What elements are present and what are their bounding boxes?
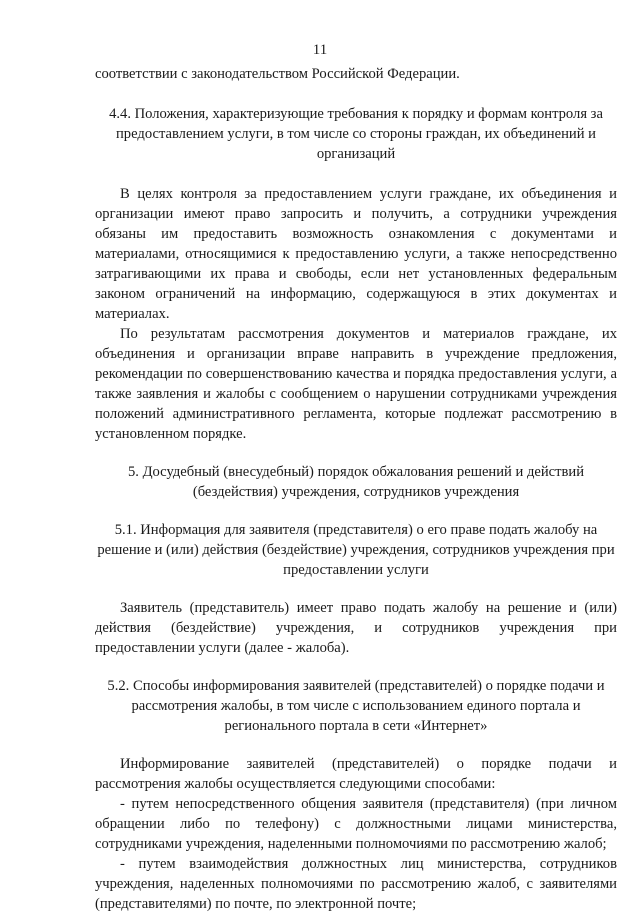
section-heading-4-4: 4.4. Положения, характеризующие требования к порядку и формам контроля за предоставлением услуги, в том числе со стороны граждан, их объединений и организаций	[109, 106, 603, 162]
page-number: 11	[312, 42, 328, 58]
list-item-direct-communication: - путем непосредственного общения заявителя (представителя) (при личном обращении либо по телефону) с должностными лицами министерства, сотрудниками учреждения, наделенными полномочиями по рассмотрению жалоб;	[95, 796, 617, 852]
paragraph-control-rights: В целях контроля за предоставлением услуги граждане, их объединения и организации имеют право запросить и получить, а сотрудники учреждения обязаны им предоставить возможность ознакомления с документами и материалами, относящимися к предоставлению услуги, а также непосредственно затрагивающими их права и свободы, если нет установленных федеральным законом ограничений на информацию, содержащуюся в этих документах и материалах.	[95, 186, 617, 322]
list-item-mail-interaction: - путем взаимодействия должностных лиц министерства, сотрудников учреждения, наделенных полномочиями по рассмотрению жалоб, с заявителями (представителями) по почте, по электронной почте;	[95, 856, 617, 912]
paragraph-review-results: По результатам рассмотрения документов и материалов граждане, их объединения и организации вправе направить в учреждение предложения, рекомендации по совершенствованию качества и порядка предоставления услуги, а также заявления и жалобы с сообщением о нарушении сотрудниками учреждения положений административного регламента, которые подлежат рассмотрению в установленном порядке.	[95, 326, 617, 442]
paragraph-informing-methods: Информирование заявителей (представителей) о порядке подачи и рассмотрения жалобы осуществляется следующими способами:	[95, 756, 617, 792]
page-body	[95, 64, 617, 914]
section-heading-5-2: 5.2. Способы информирования заявителей (представителей) о порядке подачи и рассмотрения жалобы, в том числе с использованием единого портала и регионального портала в сети «Интернет»	[107, 678, 605, 734]
paragraph-continuation: соответствии с законодательством Российской Федерации.	[95, 66, 460, 82]
paragraph-complaint-right: Заявитель (представитель) имеет право подать жалобу на решение и (или) действия (бездействие) учреждения, и сотрудников учреждения при предоставлении услуги (далее - жалоба).	[95, 600, 617, 656]
section-heading-5: 5. Досудебный (внесудебный) порядок обжалования решений и действий (бездействия) учреждения, сотрудников учреждения	[127, 464, 585, 500]
section-heading-5-1: 5.1. Информация для заявителя (представителя) о его праве подать жалобу на решение и (или) действия (бездействие) учреждения, сотрудников учреждения при предоставлении услуги	[97, 522, 615, 578]
